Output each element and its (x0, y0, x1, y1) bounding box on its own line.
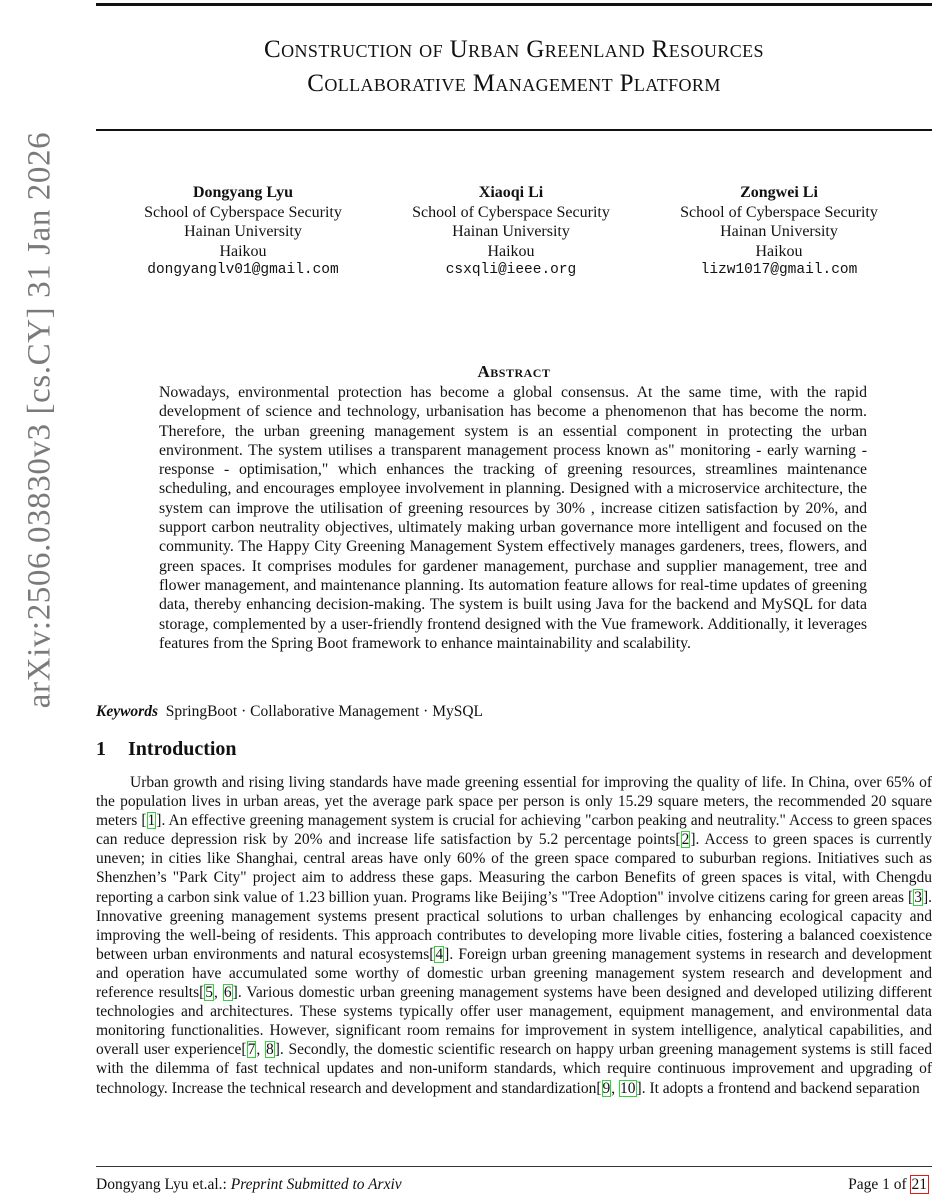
citation-link[interactable]: 6 (223, 984, 232, 1002)
section-title: Introduction (128, 738, 237, 760)
intro-text-segment: ]. Innovative greening management systems present practical solutions to urban challenges by enhancing ecological capacity and improving the well-being of residents. This approach contributes to developing more livable cities, fostering a balanced coexistence between urban environments and natural ecosystems (96, 888, 932, 963)
citation-link[interactable]: 8 (265, 1041, 274, 1059)
citation-link[interactable]: 3 (914, 888, 922, 906)
citation-link[interactable]: 9 (602, 1079, 611, 1097)
title-rule (96, 129, 932, 131)
keywords-line (96, 703, 483, 721)
author-university: Hainan University (184, 223, 302, 240)
intro-text-segment: ]. Various domestic urban greening management systems have been designed and developed utilizing different technologies and architectures. These systems typically offer user management, equipment management, and environmental data monitoring functionalities. However, significant room remains for improvement in system intelligence, analytical capabilities, and overall user experience (96, 984, 932, 1059)
introduction-paragraph: Urban growth and rising living standards have made greening essential for improving the quality of life. In China, over 65% of the population lives in urban areas, yet the average park space per person is only 15.29 square meters, the recommended 20 square meters [1]. An effective greening management system is crucial for achieving "carbon peaking and neutrality." Access to green spaces can reduce depression risk by 20% and increase life satisfaction by 5.2 percentage points[2]. Access to green spaces is currently uneven; in cities like Shanghai, central areas have only 60% of the green space compared to suburban regions. Initiatives such as Shenzhen’s "Park City" project aim to address these gaps. Measuring the carbon Benefits of green spaces is vital, with Chengdu reporting a carbon sink value of 1.23 billion yuan. Programs like Beijing’s "Tree Adoption" involve citizens caring for green areas [3]. Innovative greening management systems present practical solutions to urban challenges by enhancing ecological capacity and improving the well-being of residents. This approach contributes to developing more livable cities, fostering a balanced coexistence between urban environments and natural ecosystems[4]. Foreign urban greening management systems in research and development and operation have accumulated some worthy of domestic urban greening management system research and development and reference results[5, 6]. Various domestic urban greening management systems have been designed and developed utilizing different technologies and architectures. These systems typically offer user management, equipment management, and environmental data monitoring functionalities. However, significant room remains for improvement in system intelligence, analytical capabilities, and overall user experience[7, 8]. Secondly, the domestic scientific research on happy urban greening management systems is still faced with the dilemma of fast technical updates and non-uniform standards, which require continuous improvement and upgrading of technology. Increase the technical research and development and standardization[9, 10]. It adopts a frontend and backend separation (96, 774, 932, 1097)
author-city: Haikou (755, 242, 803, 260)
author-email: dongyanglv01@gmail.com (147, 262, 339, 278)
page-number-prefix: Page 1 of (848, 1176, 907, 1193)
author-block (644, 183, 914, 281)
author-affiliation: School of Cyberspace Security (680, 203, 878, 221)
title-line-2: Collaborative Management Platform (307, 70, 721, 97)
citation-link[interactable]: 2 (681, 831, 690, 849)
author-university: Hainan University (720, 223, 838, 240)
intro-text-segment: ]. Access to green spaces is currently uneven; in cities like Shanghai, central areas have only 60% of the green space compared to suburban regions. Initiatives such as Shenzhen’s "Park City" project aim to address these gaps. Measuring the carbon Benefits of green spaces is vital, with Chengdu reporting a carbon sink value of 1.23 billion yuan. Programs like Beijing’s "Tree Adoption" involve citizens caring for green areas (96, 831, 932, 906)
abstract-heading: Abstract (477, 362, 551, 381)
footer-venue: Preprint Submitted to Arxiv (230, 1176, 402, 1193)
author-affiliation: School of Cyberspace Security (412, 203, 610, 221)
author-email: csxqli@ieee.org (445, 262, 577, 278)
citation-link[interactable]: 4 (435, 945, 444, 963)
abstract-text: Nowadays, environmental protection has become a global consensus. At the same time, with the rapid development of science and technology, urbanisation has become a phenomenon that has become the norm. Therefore, the urban greening management system is an essential component in protecting the urban environment. The system utilises a transparent management process known as" monitoring - early warning - response - optimisation," which enhances the tracking of greening resources, streamlines maintenance scheduling, and encourages employee involvement in planning. Designed with a microservice architecture, the system can improve the utilisation of greening resources by 30% , increase citizen satisfaction by 20%, and support carbon neutrality objectives, ultimately making urban governance more intelligent and focused on the community. The Happy City Greening Management System effectively manages gardeners, trees, flowers, and green spaces. It comprises modules for gardener management, purchase and supplier management, tree and flower management, and maintenance planning. Its automation feature allows for real-time updates of greening data, thereby enhancing decision-making. The system is built using Java for the backend and MySQL for data storage, complemented by a user-friendly frontend designed with the Vue framework. Additionally, it leverages features from the Spring Boot framework to enhance maintainability and scalability. (159, 384, 867, 652)
author-city: Haikou (219, 242, 267, 260)
author-city: Haikou (487, 242, 535, 260)
author-block (376, 183, 646, 281)
author-name: Zongwei Li (740, 184, 818, 201)
citation-link[interactable]: 10 (620, 1079, 636, 1097)
intro-text-segment: ]. An effective greening management system is crucial for achieving "carbon peaking and neutrality." Access to green spaces can reduce depression risk by 20% and increase life satisfaction by 5.2 percentage points (96, 812, 932, 849)
author-email: lizw1017@gmail.com (700, 262, 858, 278)
arxiv-identifier-text: arXiv:2506.03830v3 [cs.CY] 31 Jan 2026 (21, 131, 58, 709)
total-pages-link[interactable]: 21 (911, 1176, 927, 1193)
intro-text-segment: Urban growth and rising living standards have made greening essential for improving the quality of life. In China, over 65% of the population lives in urban areas, yet the average park space per person is only 15.29 square meters, the recommended 20 square meters (96, 774, 932, 830)
paper-title (96, 33, 932, 101)
author-university: Hainan University (452, 223, 570, 240)
author-affiliation: School of Cyberspace Security (144, 203, 342, 221)
citation-link[interactable]: 5 (205, 984, 214, 1002)
citation-link[interactable]: 7 (247, 1041, 256, 1059)
author-block (108, 183, 378, 281)
intro-text-segment: , (214, 984, 223, 1002)
citation-link[interactable]: 1 (147, 812, 156, 830)
footer-citation (96, 1176, 402, 1194)
author-name: Dongyang Lyu (192, 184, 294, 201)
title-line-1: Construction of Urban Greenland Resources (264, 36, 764, 63)
author-name: Xiaoqi Li (478, 184, 544, 201)
keywords-label: Keywords (96, 703, 158, 720)
page-number (848, 1176, 928, 1194)
top-rule (96, 3, 932, 6)
intro-text-segment: , (256, 1041, 265, 1059)
intro-text-segment: ]. Secondly, the domestic scientific research on happy urban greening management systems is still faced with the dilemma of fast technical updates and non-uniform standards, which require continuous improvement and upgrading of technology. Increase the technical research and development and standardization (96, 1041, 932, 1097)
intro-text-segment: ]. Foreign urban greening management systems in research and development and operation have accumulated some worthy of domestic urban greening management system research and development and reference results (96, 945, 932, 1002)
section-number: 1 (96, 738, 106, 760)
intro-text-segment: ]. It adopts a frontend and backend separation (636, 1079, 920, 1097)
intro-text-segment: , (611, 1079, 620, 1097)
section-heading-introduction (96, 738, 237, 761)
footer-rule (96, 1166, 932, 1167)
footer-authors: Dongyang Lyu et.al.: (96, 1176, 227, 1193)
keywords-list: SpringBoot · Collaborative Management · MySQL (165, 703, 484, 720)
